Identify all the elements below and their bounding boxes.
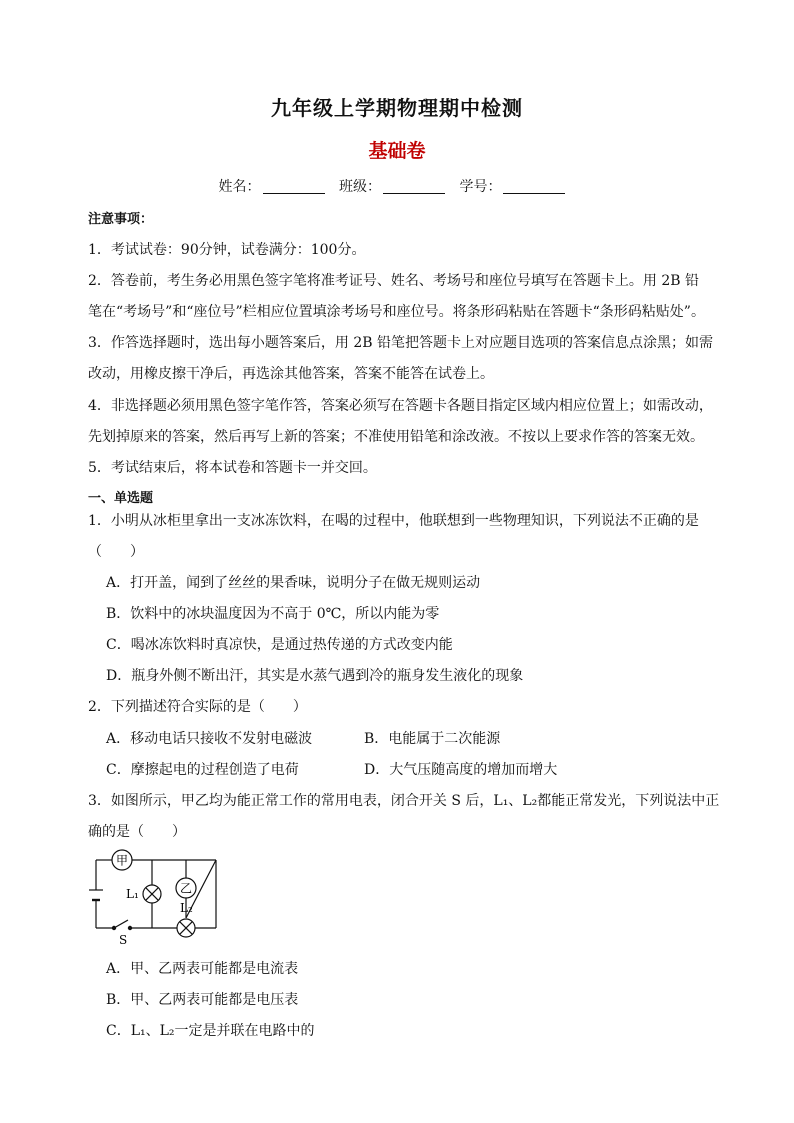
lamp1-label: L₁ [126,887,139,901]
question-1-stem: 1．小明从冰柜里拿出一支冰冻饮料，在喝的过程中，他联想到一些物理知识，下列说法不正确的是 [88,513,699,529]
switch-icon [112,920,131,930]
q3-option-c[interactable]: C．L₁、L₂一定是并联在电路中的 [106,1023,315,1039]
note-line: 笔在“考场号”和“座位号”栏相应位置填涂考场号和座位号。将条形码粘贴在答题卡“条形码粘贴处”。 [88,304,705,320]
number-label: 学号： [459,179,502,195]
lamp1-icon [143,885,161,903]
note-line: 3．作答选择题时，选出每小题答案后，用 2B 铅笔把答题卡上对应题目选项的答案信息点涂黑；如需 [88,335,714,351]
q2-option-a[interactable]: A．移动电话只接收不发射电磁波 [106,731,313,747]
name-label: 姓名： [218,179,261,195]
q3-option-b[interactable]: B．甲、乙两表可能都是电压表 [106,992,299,1008]
note-line: 4．非选择题必须用黑色签字笔作答，答案必须写在答题卡各题目指定区域内相应位置上；如需改动， [88,398,713,414]
q1-option-a[interactable]: A．打开盖，闻到了丝丝的果香味，说明分子在做无规则运动 [106,575,481,591]
q3-option-a[interactable]: A．甲、乙两表可能都是电流表 [106,961,299,977]
q1-option-c[interactable]: C．喝冰冻饮料时真凉快，是通过热传递的方式改变内能 [106,637,453,653]
lamp2-label: L₂ [180,901,193,915]
circuit-diagram [86,848,226,948]
meter-a-label: 甲 [115,853,129,868]
class-label: 班级： [339,179,381,195]
note-line: 先划掉原来的答案，然后再写上新的答案；不准使用铅笔和涂改液。不按以上要求作答的答案无效。 [88,429,704,445]
page-subtitle: 基础卷 [368,140,426,162]
section-heading: 一、单选题 [88,491,154,506]
question-2-stem: 2．下列描述符合实际的是（ ） [88,699,307,715]
meter-b-label: 乙 [179,881,193,896]
battery-icon [89,890,103,900]
note-line: 2．答卷前，考生务必用黑色签字笔将准考证号、姓名、考场号和座位号填写在答题卡上。用 2B 铅 [88,273,700,289]
ammeter-jia-icon [112,850,132,870]
note-line: 改动，用橡皮擦干净后，再选涂其他答案，答案不能答在试卷上。 [88,366,494,382]
q2-option-b[interactable]: B．电能属于二次能源 [364,731,501,747]
lamp2-icon [177,919,195,937]
q1-option-d[interactable]: D．瓶身外侧不断出汗，其实是水蒸气遇到冷的瓶身发生液化的现象 [106,668,524,684]
q2-option-c[interactable]: C．摩擦起电的过程创造了电荷 [106,762,299,778]
note-line: 1．考试试卷：90分钟，试卷满分：100分。 [88,242,366,258]
class-blank[interactable] [383,179,445,194]
student-info [0,176,794,196]
q2-option-d[interactable]: D．大气压随高度的增加而增大 [364,762,558,778]
number-blank[interactable] [503,179,565,194]
meter-yi-icon [176,878,196,898]
q1-option-b[interactable]: B．饮料中的冰块温度因为不高于 0℃，所以内能为零 [106,606,440,622]
notes-heading: 注意事项： [88,212,154,227]
question-3-stem: 3．如图所示，甲乙均为能正常工作的常用电表，闭合开关 S 后，L₁、L₂都能正常发光，下列说法中正 [88,793,720,809]
name-blank[interactable] [263,179,325,194]
page-title: 九年级上学期物理期中检测 [271,96,523,120]
question-3-stem-cont: 确的是（ ） [88,824,186,840]
note-line: 5．考试结束后，将本试卷和答题卡一并交回。 [88,460,377,476]
question-1-paren: （ ） [88,544,144,560]
switch-label: S [119,933,128,947]
